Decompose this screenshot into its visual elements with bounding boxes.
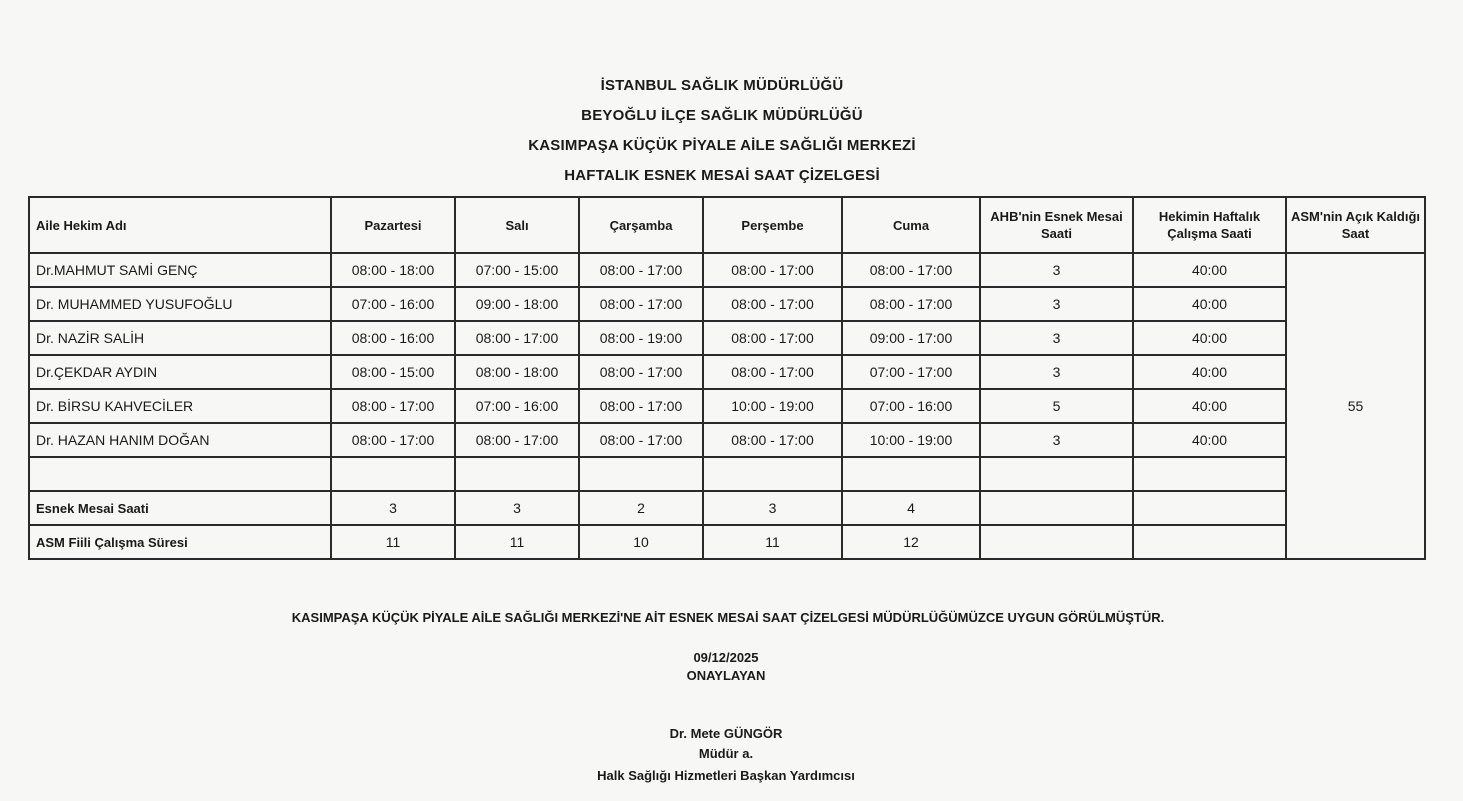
tuesday-cell: 08:00 - 18:00 <box>455 355 579 389</box>
signatory-name: Dr. Mete GÜNGÖR <box>669 726 783 741</box>
friday-cell: 10:00 - 19:00 <box>842 423 980 457</box>
ahb-cell: 3 <box>980 287 1133 321</box>
header-name: Aile Hekim Adı <box>29 197 331 253</box>
wednesday-cell: 08:00 - 17:00 <box>579 423 703 457</box>
table-row <box>29 389 1425 423</box>
tuesday-cell: 07:00 - 16:00 <box>455 389 579 423</box>
thursday-cell: 10:00 - 19:00 <box>703 389 842 423</box>
schedule-table <box>28 196 1426 560</box>
flex-tuesday: 3 <box>455 491 579 525</box>
doctor-name: Dr.MAHMUT SAMİ GENÇ <box>29 253 331 287</box>
actual-thursday: 11 <box>703 525 842 559</box>
monday-cell: 07:00 - 16:00 <box>331 287 455 321</box>
actual-hours-row <box>29 525 1425 559</box>
weekly-hours-cell: 40:00 <box>1133 355 1286 389</box>
tuesday-cell: 09:00 - 18:00 <box>455 287 579 321</box>
approval-statement: KASIMPAŞA KÜÇÜK PİYALE AİLE SAĞLIĞI MERKEZİ'NE AİT ESNEK MESAİ SAAT ÇİZELGESİ MÜDÜRLÜĞÜMÜZCE UYGUN GÖRÜLMÜŞTÜR. <box>291 610 1165 625</box>
wednesday-cell: 08:00 - 17:00 <box>579 389 703 423</box>
weekly-hours-cell: 40:00 <box>1133 423 1286 457</box>
weekly-hours-cell: 40:00 <box>1133 287 1286 321</box>
ahb-cell: 3 <box>980 321 1133 355</box>
actual-wednesday: 10 <box>579 525 703 559</box>
document-header <box>0 76 1444 196</box>
header-monday: Pazartesi <box>331 197 455 253</box>
doctor-name: Dr. BİRSU KAHVECİLER <box>29 389 331 423</box>
tuesday-cell: 08:00 - 17:00 <box>455 423 579 457</box>
header-line-4: HAFTALIK ESNEK MESAİ SAAT ÇİZELGESİ <box>564 167 880 184</box>
monday-cell: 08:00 - 17:00 <box>331 423 455 457</box>
header-wednesday: Çarşamba <box>579 197 703 253</box>
actual-hours-label: ASM Fiili Çalışma Süresi <box>29 525 331 559</box>
header-line-1: İSTANBUL SAĞLIK MÜDÜRLÜĞÜ <box>600 77 844 94</box>
weekly-hours-cell: 40:00 <box>1133 253 1286 287</box>
flex-wednesday: 2 <box>579 491 703 525</box>
monday-cell: 08:00 - 18:00 <box>331 253 455 287</box>
monday-cell: 08:00 - 15:00 <box>331 355 455 389</box>
thursday-cell: 08:00 - 17:00 <box>703 253 842 287</box>
header-tuesday: Salı <box>455 197 579 253</box>
ahb-cell: 3 <box>980 355 1133 389</box>
doctor-name: Dr. NAZİR SALİH <box>29 321 331 355</box>
ahb-cell: 3 <box>980 423 1133 457</box>
signatory-title: Müdür a. <box>698 746 754 761</box>
table-row <box>29 287 1425 321</box>
flex-hours-row <box>29 491 1425 525</box>
thursday-cell: 08:00 - 17:00 <box>703 321 842 355</box>
weekly-hours-cell: 40:00 <box>1133 321 1286 355</box>
table-row <box>29 355 1425 389</box>
header-friday: Cuma <box>842 197 980 253</box>
friday-cell: 09:00 - 17:00 <box>842 321 980 355</box>
doctor-name: Dr.ÇEKDAR AYDIN <box>29 355 331 389</box>
header-weekly-hours: Hekimin Haftalık Çalışma Saati <box>1133 197 1286 253</box>
wednesday-cell: 08:00 - 17:00 <box>579 253 703 287</box>
flex-monday: 3 <box>331 491 455 525</box>
table-header-row <box>29 197 1425 253</box>
header-thursday: Perşembe <box>703 197 842 253</box>
thursday-cell: 08:00 - 17:00 <box>703 355 842 389</box>
ahb-cell: 5 <box>980 389 1133 423</box>
tuesday-cell: 07:00 - 15:00 <box>455 253 579 287</box>
monday-cell: 08:00 - 17:00 <box>331 389 455 423</box>
friday-cell: 08:00 - 17:00 <box>842 253 980 287</box>
approver-label: ONAYLAYAN <box>686 668 766 683</box>
friday-cell: 07:00 - 16:00 <box>842 389 980 423</box>
approval-date: 09/12/2025 <box>693 650 759 665</box>
wednesday-cell: 08:00 - 19:00 <box>579 321 703 355</box>
actual-friday: 12 <box>842 525 980 559</box>
header-ahb-flex: AHB'nin Esnek Mesai Saati <box>980 197 1133 253</box>
thursday-cell: 08:00 - 17:00 <box>703 287 842 321</box>
thursday-cell: 08:00 - 17:00 <box>703 423 842 457</box>
table-row <box>29 253 1425 287</box>
wednesday-cell: 08:00 - 17:00 <box>579 355 703 389</box>
flex-thursday: 3 <box>703 491 842 525</box>
actual-tuesday: 11 <box>455 525 579 559</box>
flex-hours-label: Esnek Mesai Saati <box>29 491 331 525</box>
ahb-cell: 3 <box>980 253 1133 287</box>
open-hours-cell: 55 <box>1286 253 1425 559</box>
table-row <box>29 321 1425 355</box>
table-row <box>29 423 1425 457</box>
header-line-3: KASIMPAŞA KÜÇÜK PİYALE AİLE SAĞLIĞI MERKEZİ <box>528 137 916 154</box>
wednesday-cell: 08:00 - 17:00 <box>579 287 703 321</box>
monday-cell: 08:00 - 16:00 <box>331 321 455 355</box>
friday-cell: 07:00 - 17:00 <box>842 355 980 389</box>
flex-friday: 4 <box>842 491 980 525</box>
empty-row <box>29 457 1425 491</box>
actual-monday: 11 <box>331 525 455 559</box>
friday-cell: 08:00 - 17:00 <box>842 287 980 321</box>
weekly-hours-cell: 40:00 <box>1133 389 1286 423</box>
header-line-2: BEYOĞLU İLÇE SAĞLIK MÜDÜRLÜĞÜ <box>581 107 863 124</box>
tuesday-cell: 08:00 - 17:00 <box>455 321 579 355</box>
header-open-hours: ASM'nin Açık Kaldığı Saat <box>1286 197 1425 253</box>
signatory-position: Halk Sağlığı Hizmetleri Başkan Yardımcısı <box>597 768 855 783</box>
doctor-name: Dr. MUHAMMED YUSUFOĞLU <box>29 287 331 321</box>
doctor-name: Dr. HAZAN HANIM DOĞAN <box>29 423 331 457</box>
